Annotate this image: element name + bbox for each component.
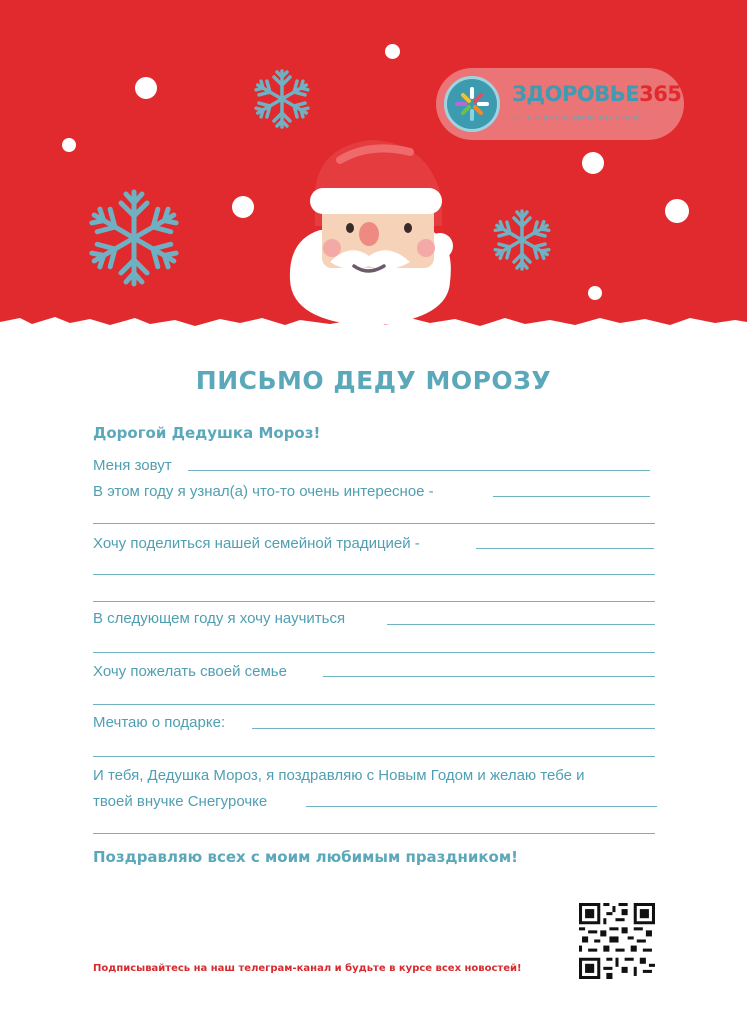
answer-line-gift-2[interactable] bbox=[93, 756, 655, 757]
prompt-tradition: Хочу поделиться нашей семейной традицией - bbox=[93, 535, 420, 552]
prompt-family-wish: Хочу пожелать своей семье bbox=[93, 663, 287, 680]
brand-logo bbox=[436, 68, 684, 140]
answer-line-tradition-2[interactable] bbox=[93, 574, 655, 575]
snow-dot bbox=[588, 286, 602, 300]
answer-line-family-2[interactable] bbox=[93, 704, 655, 705]
answer-line-tradition[interactable] bbox=[476, 548, 654, 549]
letter-closing: Поздравляю всех с моим любимым праздником! bbox=[93, 848, 518, 866]
answer-line-gift[interactable] bbox=[252, 728, 655, 729]
logo-name: ЗДОРОВЬЕ365 bbox=[512, 82, 682, 106]
prompt-gift: Мечтаю о подарке: bbox=[93, 714, 226, 731]
snow-dot bbox=[665, 199, 689, 223]
snow-dot bbox=[135, 77, 157, 99]
answer-line-learned-2[interactable] bbox=[93, 523, 655, 524]
answer-line-learn[interactable] bbox=[387, 624, 655, 625]
snow-dot bbox=[62, 138, 76, 152]
prompt-learn-next-year: В следующем году я хочу научиться bbox=[93, 610, 346, 627]
answer-line-snegurochka[interactable] bbox=[306, 806, 657, 807]
snow-dot bbox=[232, 196, 254, 218]
prompt-name: Меня зовут bbox=[93, 457, 172, 474]
logo-tagline: СЕТЬ МНОГОПРОФИЛЬНЫХ КЛИНИК bbox=[514, 114, 646, 122]
header-banner bbox=[0, 0, 747, 340]
snowflake-icon bbox=[82, 186, 186, 290]
prompt-learned: В этом году я узнал(а) что-то очень интересное - bbox=[93, 483, 434, 500]
snowflake-icon bbox=[489, 207, 555, 273]
prompt-snegurochka: твоей внучке Снегурочке bbox=[93, 793, 268, 810]
letter-greeting: Дорогой Дедушка Мороз! bbox=[93, 424, 321, 442]
prompt-congratulate: И тебя, Дедушка Мороз, я поздравляю с Новым Годом и желаю тебе и bbox=[93, 767, 585, 784]
telegram-subscribe-text: Подписывайтесь на наш телеграм-канал и будьте в курсе всех новостей! bbox=[93, 963, 522, 974]
snow-dot bbox=[385, 44, 400, 59]
snow-edge-divider bbox=[0, 300, 747, 360]
answer-line-learned[interactable] bbox=[493, 496, 650, 497]
answer-line-tradition-3[interactable] bbox=[93, 601, 655, 602]
logo-emblem-icon bbox=[444, 76, 500, 132]
answer-line-family[interactable] bbox=[323, 676, 655, 677]
answer-line-learn-2[interactable] bbox=[93, 652, 655, 653]
snow-dot bbox=[582, 152, 604, 174]
answer-line-snegurochka-2[interactable] bbox=[93, 833, 655, 834]
letter-title: ПИСЬМО ДЕДУ МОРОЗУ bbox=[195, 366, 552, 395]
snowflake-icon bbox=[250, 67, 314, 131]
qr-code-icon[interactable] bbox=[579, 903, 655, 979]
answer-line-name[interactable] bbox=[188, 470, 650, 471]
